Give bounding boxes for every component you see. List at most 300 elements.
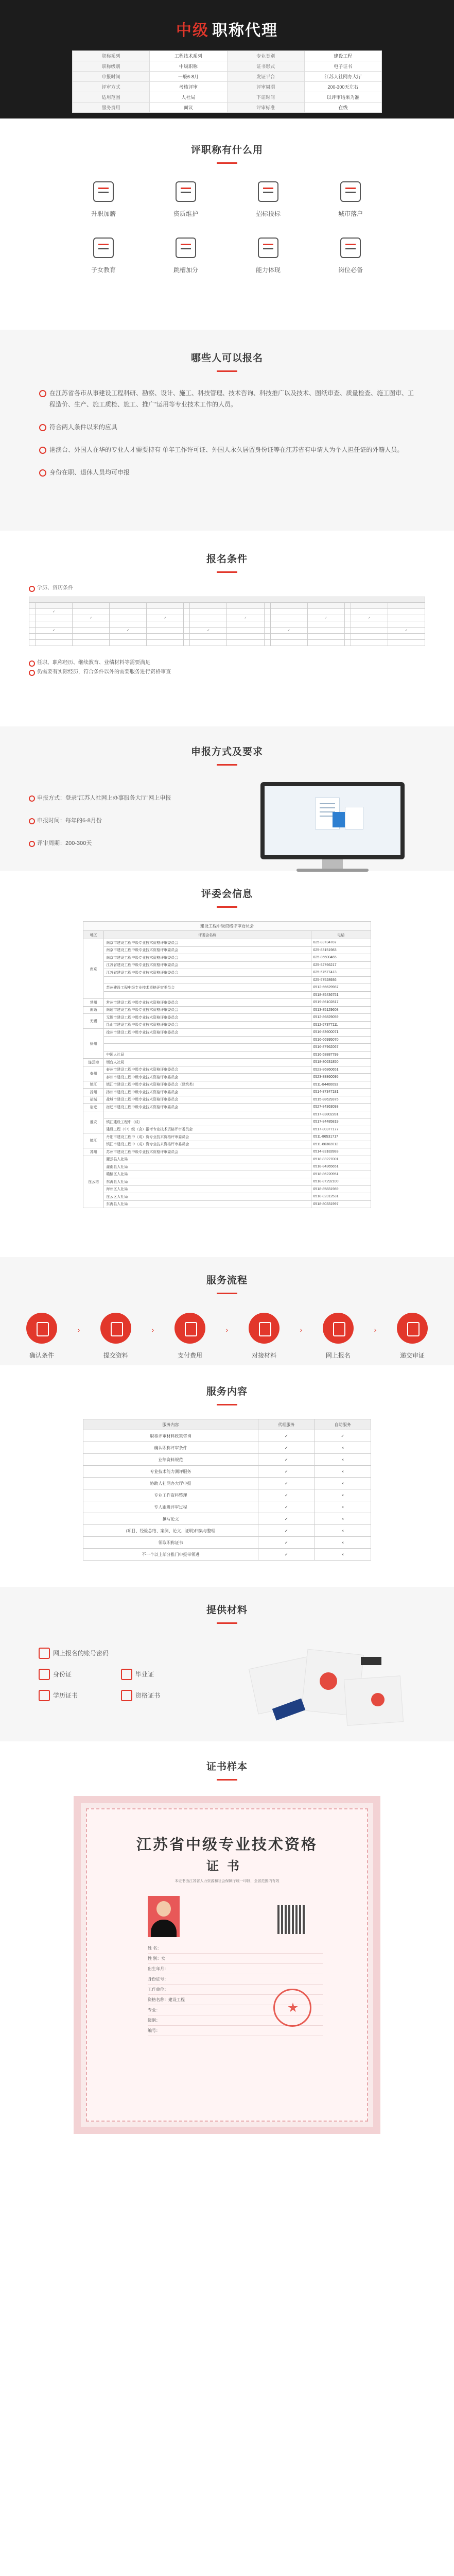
conditions-title: 报名条件 [206, 554, 248, 565]
committee-tel: 0518-85436751 [311, 991, 371, 999]
committee-row [83, 1029, 371, 1037]
committee-region: 连云港 [83, 1156, 104, 1208]
hero-info-row [73, 103, 382, 113]
conditions-section [0, 531, 454, 726]
hero-info-value: 200-300天左右 [304, 82, 381, 92]
who-item: 身份在职、退休人员均可申报 [39, 467, 415, 478]
certificate-icon [176, 181, 196, 202]
who-item: 港澳台、外国人在华的专业人才需要持有 单年工作许可证、外国人永久居留身份证等在江苏省有申请人为个人担任证的外籍人员。 [39, 444, 415, 455]
committee-title: 评委会信息 [201, 889, 253, 900]
service-mark: ✓ [258, 1454, 315, 1466]
chevron-right-icon: › [151, 1325, 154, 1334]
committee-row [83, 939, 371, 947]
title-underline [217, 1779, 237, 1781]
committee-name: 南通市建设工程中级专业技术资格评审委员会 [104, 1006, 311, 1014]
flow-step [95, 1313, 136, 1360]
materials-title: 提供材料 [206, 1605, 248, 1616]
service-item: 专业工作资料整理 [83, 1489, 258, 1501]
service-mark: ✓ [258, 1513, 315, 1525]
flow-steps [21, 1313, 433, 1360]
hero-info-value: 电子证书 [304, 61, 381, 72]
committee-row [83, 1036, 371, 1044]
condition-note: 仍需要有实际经历，符合条件以外的需要服务进行资格审查 [29, 668, 425, 677]
hero-title [0, 18, 454, 40]
committee-tel: 0517-80377177 [311, 1126, 371, 1133]
flow-step [169, 1313, 211, 1360]
committee-tel: 0518-84365651 [311, 1163, 371, 1171]
committee-tel: 025-86600465 [311, 954, 371, 962]
computer-illustration [260, 782, 405, 872]
service-item: 专业技术能力测评服务 [83, 1466, 258, 1478]
service-item: 领取职称证书 [83, 1537, 258, 1549]
certificate-subheading: 证书 [206, 1860, 248, 1873]
committee-region: 连云港 [83, 1059, 104, 1066]
committee-name: 泰州市建设工程中级专业技术资格评审委员会 [104, 1066, 311, 1074]
committee-tel: 0514-87347181 [311, 1089, 371, 1096]
title-underline [217, 764, 237, 766]
committee-name: 南京市建设工程中级专业技术资格评审委员会 [104, 946, 311, 954]
committee-row [83, 1141, 371, 1148]
committee-name: 盐城市建设工程中级专业技术资格评审委员会 [104, 1096, 311, 1104]
service-row [83, 1525, 371, 1537]
service-mark: ✓ [258, 1537, 315, 1549]
committee-row [83, 1163, 371, 1171]
committee-name: 南京市建设工程中级专业技术资格评审委员会 [104, 954, 311, 962]
service-mark: ✓ [258, 1501, 315, 1513]
committee-region: 徐州 [83, 1029, 104, 1059]
committee-name: 灌南县人社局 [104, 1163, 311, 1171]
committee-name: 中国人社局 [104, 1051, 311, 1059]
payment-icon [174, 1313, 205, 1344]
committee-row [83, 969, 371, 977]
committee-row [83, 1118, 371, 1126]
committee-row [83, 1059, 371, 1066]
hero-info-key: 申报时间 [73, 72, 150, 82]
committee-table-title: 建设工程中级资格评审委员会 [83, 922, 371, 931]
committee-name: 烟台人社局 [104, 1059, 311, 1066]
hero-info-key: 下证时间 [227, 92, 304, 103]
committee-tel: 0519-86102817 [311, 999, 371, 1007]
hero-info-value: 人社局 [150, 92, 227, 103]
conditions-notes [29, 658, 425, 677]
committee-name: 建设工程（中）级（含）报考专业技术资格评审委员会 [104, 1126, 311, 1133]
committee-row [83, 1133, 371, 1141]
title-underline [217, 571, 237, 573]
committee-row [83, 1044, 371, 1052]
handshake-icon [249, 1313, 280, 1344]
hero-info-key: 发证平台 [227, 72, 304, 82]
hero-info-key: 评审方式 [73, 82, 150, 92]
apply-line: 申报方式：登录“江苏人社网上办事服务大厅”网上申报 [29, 793, 171, 803]
use-item [227, 238, 309, 274]
committee-row [83, 1006, 371, 1014]
committee-row [83, 1081, 371, 1089]
conditions-table: ✓ ✓ ✓ ✓ ✓ ✓ ✓ ✓ ✓ ✓ ✓ [29, 597, 425, 646]
hero-info-value: 考核评审 [150, 82, 227, 92]
official-seal-icon [273, 1989, 311, 2027]
committee-region: 镇江 [83, 1081, 104, 1089]
who-list [39, 387, 415, 478]
committee-tel: 0518-82312531 [311, 1193, 371, 1201]
committee-region: 扬州 [83, 1089, 104, 1096]
title-underline [217, 370, 237, 372]
committee-row [83, 976, 371, 984]
uses-section [0, 118, 454, 330]
service-mark: ✓ [258, 1489, 315, 1501]
service-header-cell: 服务内容 [83, 1419, 258, 1430]
flow-step-label: 支付费用 [177, 1352, 202, 1359]
material-item: 毕业证 [121, 1670, 203, 1679]
chevron-right-icon: › [374, 1325, 377, 1334]
uses-grid [62, 181, 392, 274]
condition-note: 任职、职称经历、继续教育、业绩材料等需要满足 [29, 658, 425, 668]
service-row [83, 1478, 371, 1489]
service-mark: × [315, 1442, 371, 1454]
committee-tel: 0515-88629375 [311, 1096, 371, 1104]
title-underline [217, 1293, 237, 1294]
committee-name: 扬州市建设工程中级专业技术资格评审委员会 [104, 1089, 311, 1096]
service-item: 协助人社网办大厅申报 [83, 1478, 258, 1489]
hero-info-value: 中级职称 [150, 61, 227, 72]
education-icon [93, 238, 114, 258]
use-item-label: 跳槽加分 [173, 266, 198, 274]
committee-tel: 0511-80302012 [311, 1141, 371, 1148]
material-item: 学历证书 [39, 1691, 121, 1700]
committee-row [83, 1178, 371, 1186]
service-row [83, 1466, 371, 1478]
use-item [227, 181, 309, 218]
chevron-right-icon: › [77, 1325, 80, 1334]
flow-title: 服务流程 [206, 1275, 248, 1286]
committee-row [83, 1193, 371, 1201]
service-mark: × [315, 1513, 371, 1525]
flow-step-label: 网上报名 [325, 1352, 351, 1359]
service-title: 服务内容 [206, 1386, 248, 1397]
committee-name [104, 1036, 311, 1044]
certificate-field: 身份证号： [148, 1976, 323, 1985]
committee-row [83, 1051, 371, 1059]
committee-name: 连云区人社局 [104, 1193, 311, 1201]
committee-tel: 0513-85129608 [311, 1006, 371, 1014]
committee-name [104, 1044, 311, 1052]
hero-info-value: 面议 [150, 103, 227, 113]
service-mark: ✓ [258, 1549, 315, 1561]
hero-info-value: 在线 [304, 103, 381, 113]
committee-row [83, 999, 371, 1007]
committee-header-name: 评委会名称 [104, 931, 311, 939]
certificate-field: 性 别：女 [148, 1956, 323, 1964]
use-item-label: 岗位必备 [338, 266, 363, 274]
committee-row [83, 961, 371, 969]
committee-tel: 0511-84400093 [311, 1081, 371, 1089]
check-icon [26, 1313, 57, 1344]
committee-name [104, 991, 311, 999]
apply-body [29, 779, 425, 867]
hero-info-key: 服务费用 [73, 103, 150, 113]
service-item: 职称评审材料政策咨询 [83, 1430, 258, 1442]
who-item: 在江苏省各市从事建设工程科研、勘察、设计、施工、科技管理、技术咨询、科技推广以及技术、图纸审查、质量检查、施工图审、工程造价、生产、施工质检、施工、推广”运用等专业技术工作的人员。 [39, 387, 415, 410]
conditions-table-header [29, 597, 425, 603]
committee-tel: 025-57577413 [311, 969, 371, 977]
hero-title-service: 职称代理 [212, 22, 278, 39]
committee-region: 淮安 [83, 1111, 104, 1133]
committee-tel: 0512-86829059 [311, 1014, 371, 1022]
chevron-right-icon: › [300, 1325, 303, 1334]
committee-region: 宿迁 [83, 1104, 104, 1111]
committee-row [83, 984, 371, 992]
flow-step-label: 对接材料 [251, 1352, 276, 1359]
committee-tel: 0523-86860651 [311, 1066, 371, 1074]
submit-icon [397, 1313, 428, 1344]
service-mark: ✓ [258, 1466, 315, 1478]
flow-step [318, 1313, 359, 1360]
committee-row [83, 1014, 371, 1022]
flow-step [392, 1313, 433, 1360]
service-mark: × [315, 1501, 371, 1513]
job-change-icon [176, 238, 196, 258]
flow-step [243, 1313, 285, 1360]
service-mark: ✓ [258, 1442, 315, 1454]
service-mark: × [315, 1454, 371, 1466]
use-item-label: 能力体现 [255, 266, 281, 274]
hero-info-row [73, 82, 382, 92]
committee-name [104, 976, 311, 984]
committee-row [83, 1089, 371, 1096]
committee-row [83, 1148, 371, 1156]
apply-line: 评审周期：200-300天 [29, 839, 171, 848]
certificate-field: 出生年月： [148, 1966, 323, 1974]
committee-region: 无锡 [83, 1014, 104, 1029]
documents-illustration [242, 1641, 412, 1739]
hero-info-key: 职称系列 [73, 51, 150, 61]
hero-info-value: 一般6-8月 [150, 72, 227, 82]
committee-table [83, 921, 371, 1208]
conditions-top-note: 学历、资历条件 [29, 584, 425, 592]
service-row [83, 1537, 371, 1549]
committee-region: 镇江 [83, 1133, 104, 1148]
service-item: 不一个以上部分推门申报带领进 [83, 1549, 258, 1561]
material-item: 身份证 [39, 1670, 121, 1679]
committee-header-tel: 电话 [311, 931, 371, 939]
committee-region: 南京 [83, 939, 104, 999]
service-item: 业绩资料规范 [83, 1454, 258, 1466]
certificate-heading: 江苏省中级专业技术资格 [136, 1837, 318, 1853]
hero-info-key: 专业类别 [227, 51, 304, 61]
committee-name: 东海县人社局 [104, 1178, 311, 1186]
committee-tel: 0518-87292100 [311, 1178, 371, 1186]
committee-row [83, 1021, 371, 1029]
who-item: 符合两人条件以来的应具 [39, 421, 415, 433]
committee-name: 常州市建设工程中级专业技术资格评审委员会 [104, 999, 311, 1007]
flow-step [21, 1313, 62, 1360]
materials-row [39, 1670, 203, 1679]
committee-tel: 0518-83227001 [311, 1156, 371, 1163]
certificate-title: 证书样本 [206, 1761, 248, 1772]
hero-info-key: 评审标准 [227, 103, 304, 113]
committee-name: 南京市建设工程中级专业技术资格评审委员会 [104, 939, 311, 947]
hero-info-key: 职称级别 [73, 61, 150, 72]
service-row [83, 1549, 371, 1561]
use-item [62, 181, 145, 218]
committee-tel: 0516-87962067 [311, 1044, 371, 1052]
service-mark: × [315, 1466, 371, 1478]
use-item-label: 招标投标 [255, 210, 281, 217]
service-header-cell: 代理服务 [258, 1419, 315, 1430]
committee-tel: 0518-85831989 [311, 1185, 371, 1193]
online-apply-icon [323, 1313, 354, 1344]
committee-row [83, 1074, 371, 1081]
committee-name: 丹阳市建设工程中（成）资专业技术资格评审委员会 [104, 1133, 311, 1141]
committee-tel: 0516-58887799 [311, 1051, 371, 1059]
title-underline [217, 1404, 237, 1405]
hero-info-row [73, 72, 382, 82]
hero-banner [0, 0, 454, 118]
committee-name: 灌云县人社局 [104, 1156, 311, 1163]
service-mark: ✓ [258, 1478, 315, 1489]
service-row [83, 1454, 371, 1466]
committee-row [83, 991, 371, 999]
committee-name [104, 1111, 311, 1118]
committee-row [83, 1126, 371, 1133]
committee-tel: 025-52766217 [311, 961, 371, 969]
committee-name: 东海县人社局 [104, 1200, 311, 1208]
hero-info-row [73, 61, 382, 72]
committee-name: 镇江市建设工程中级专业技术资格评审委员会（建筑类） [104, 1081, 311, 1089]
use-item [62, 238, 145, 274]
committee-tel: 025-83734787 [311, 939, 371, 947]
material-item: 网上报名的账号密码 [39, 1649, 121, 1657]
uses-title: 评职称有什么用 [190, 145, 263, 156]
hero-info-key: 适用范围 [73, 92, 150, 103]
committee-tel: 0523-88860095 [311, 1074, 371, 1081]
service-mark: ✓ [258, 1525, 315, 1537]
hero-info-table [72, 50, 382, 113]
hero-info-row [73, 51, 382, 61]
service-section [0, 1365, 454, 1587]
committee-tel: 025-83151983 [311, 946, 371, 954]
service-mark: ✓ [315, 1430, 371, 1442]
committee-name: 无锡市建设工程中级专业技术资格评审委员会 [104, 1014, 311, 1022]
service-mark: × [315, 1478, 371, 1489]
material-item: 资格证书 [121, 1691, 203, 1700]
committee-row [83, 946, 371, 954]
committee-tel: 0516-66995070 [311, 1036, 371, 1044]
service-mark: × [315, 1537, 371, 1549]
who-section [0, 330, 454, 531]
service-table [83, 1419, 371, 1561]
service-row [83, 1430, 371, 1442]
use-item [145, 181, 227, 218]
hero-info-row [73, 92, 382, 103]
committee-tel: 0512-66629987 [311, 984, 371, 992]
service-row [83, 1513, 371, 1525]
committee-row [83, 1104, 371, 1111]
committee-region: 常州 [83, 999, 104, 1007]
committee-name: 泰州市建设工程中级专业技术资格评审委员会 [104, 1074, 311, 1081]
hero-info-key: 证书形式 [227, 61, 304, 72]
service-mark: × [315, 1489, 371, 1501]
hero-info-value: 工程技术系列 [150, 51, 227, 61]
use-item-label: 升职加薪 [91, 210, 116, 217]
committee-name: 海州区人社局 [104, 1185, 311, 1193]
service-header-row [83, 1419, 371, 1430]
apply-title: 申报方式及要求 [190, 747, 263, 757]
position-icon [340, 238, 361, 258]
service-header-cell: 自助服务 [315, 1419, 371, 1430]
committee-tel: 0516-83600071 [311, 1029, 371, 1037]
committee-row [83, 1111, 371, 1118]
upload-icon [100, 1313, 131, 1344]
committee-name: 昆山市建设工程中级专业技术资格评审委员会 [104, 1021, 311, 1029]
certificate-sample [74, 1796, 380, 2134]
committee-tel: 0511-86531717 [311, 1133, 371, 1141]
title-underline [217, 162, 237, 164]
committee-row [83, 1096, 371, 1104]
committee-name: 江苏省建设工程中级专业技术资格评审委员会 [104, 969, 311, 977]
materials-section [0, 1587, 454, 1741]
committee-name: 宿迁市建设工程中级专业技术资格评审委员会 [104, 1104, 311, 1111]
flow-step-label: 递交审证 [399, 1352, 425, 1359]
certificate-field: 级别： [148, 2018, 323, 2026]
committee-section [0, 871, 454, 1257]
use-item [309, 181, 392, 218]
service-row [83, 1442, 371, 1454]
committee-tel: 0527-84363093 [311, 1104, 371, 1111]
use-item [309, 238, 392, 274]
service-mark: ✓ [258, 1430, 315, 1442]
skill-icon [258, 238, 278, 258]
chevron-right-icon: › [225, 1325, 229, 1334]
committee-name: 镇江建设工程中（成） [104, 1118, 311, 1126]
committee-tel: 0517-83802281 [311, 1111, 371, 1118]
committee-tel: 0517-84485819 [311, 1118, 371, 1126]
committee-region: 苏州 [83, 1148, 104, 1156]
committee-tel: 025-57528936 [311, 976, 371, 984]
committee-tel: 0512-57377111 [311, 1021, 371, 1029]
committee-tel: 0518-80631850 [311, 1059, 371, 1066]
committee-row [83, 954, 371, 962]
use-item-label: 资质维护 [173, 210, 198, 217]
committee-row [83, 1200, 371, 1208]
committee-tel: 0518-80331997 [311, 1200, 371, 1208]
title-underline [217, 1622, 237, 1624]
materials-body [26, 1641, 428, 1739]
flow-step-label: 确认条件 [29, 1352, 54, 1359]
building-icon [340, 181, 361, 202]
certificate-field: 资格名称：建设工程 [148, 1997, 323, 2005]
apply-line: 申报时间：每年的6-8月份 [29, 816, 171, 825]
flow-section [0, 1257, 454, 1365]
service-item: (项目、经验总结、案例、论文、证明)归集与整理 [83, 1525, 258, 1537]
service-mark: × [315, 1525, 371, 1537]
committee-row [83, 1066, 371, 1074]
service-item: 确认职称评审条件 [83, 1442, 258, 1454]
service-row [83, 1489, 371, 1501]
use-item [145, 238, 227, 274]
service-row [83, 1501, 371, 1513]
certificate-field: 专业： [148, 2007, 323, 2015]
committee-tel: 0514-83182883 [311, 1148, 371, 1156]
hero-info-key: 评审周期 [227, 82, 304, 92]
certificate-section [0, 1741, 454, 2143]
certificate-field: 工作单位： [148, 1987, 323, 1995]
who-title: 哪些人可以报名 [190, 353, 263, 364]
title-underline [217, 906, 237, 908]
use-item-label: 子女教育 [91, 266, 116, 274]
committee-region: 南通 [83, 1006, 104, 1014]
certificate-field: 姓 名： [148, 1945, 323, 1954]
committee-name: 苏州建设工程中级专业技术资格评审委员会 [104, 984, 311, 992]
